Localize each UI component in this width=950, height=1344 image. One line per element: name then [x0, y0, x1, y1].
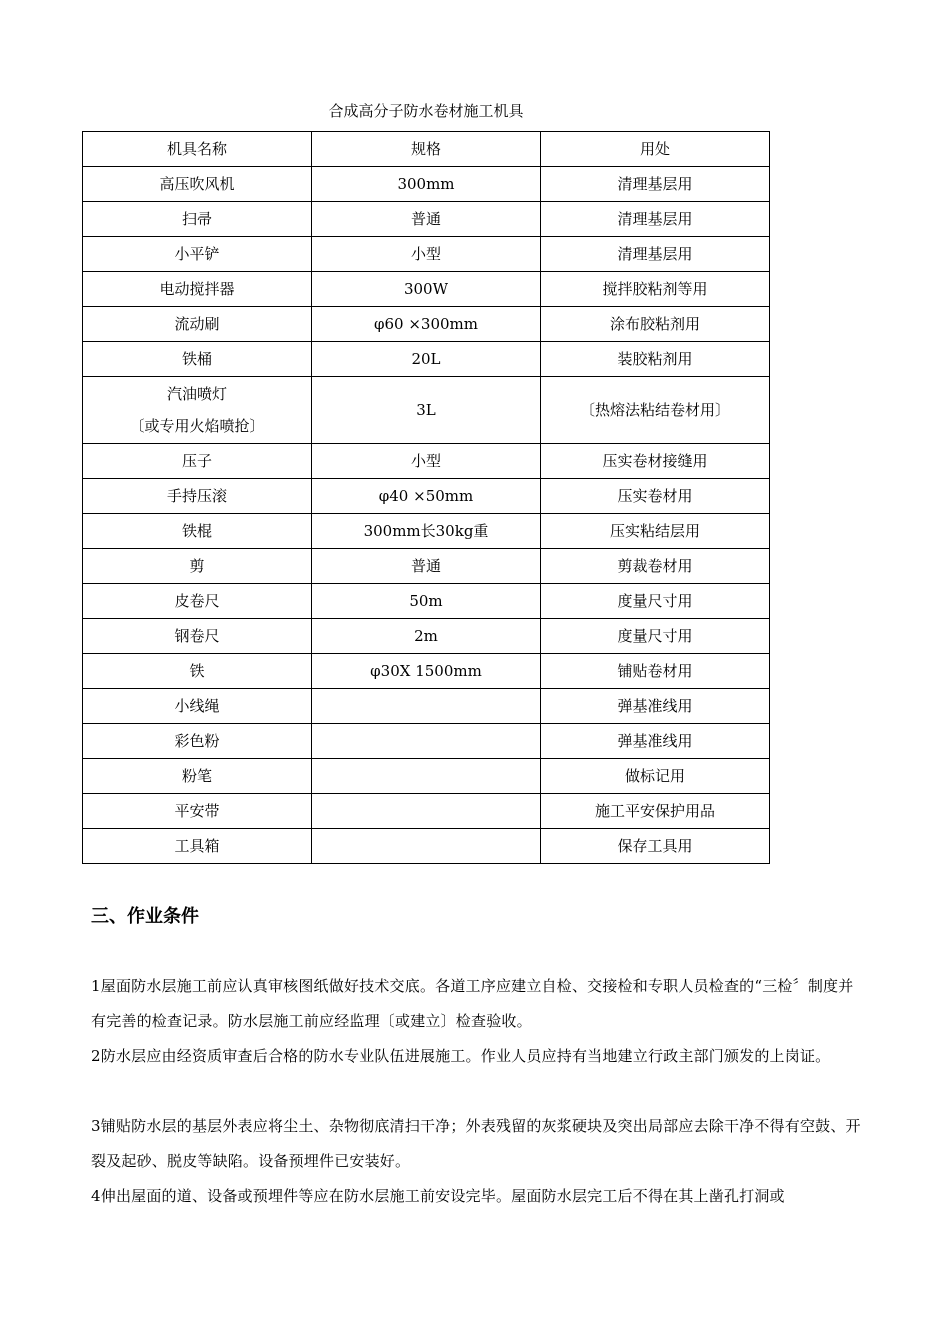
header-cell-spec: 规格 [312, 132, 541, 167]
cell-usage: 压实粘结层用 [541, 514, 770, 549]
cell-usage: 压实卷材接缝用 [541, 444, 770, 479]
cell-spec [312, 724, 541, 759]
table-row [83, 307, 770, 342]
cell-name: 铁棍 [83, 514, 312, 549]
cell-name: 小平铲 [83, 237, 312, 272]
cell-name: 粉笔 [83, 759, 312, 794]
cell-spec: 小型 [312, 237, 541, 272]
table-header-row [83, 132, 770, 167]
cell-spec: 20L [312, 342, 541, 377]
cell-spec: 小型 [312, 444, 541, 479]
cell-name: 铁 [83, 654, 312, 689]
cell-spec [312, 829, 541, 864]
cell-spec: 300W [312, 272, 541, 307]
table-row [83, 342, 770, 377]
cell-usage: 做标记用 [541, 759, 770, 794]
cell-spec: 300mm [312, 167, 541, 202]
cell-usage: 度量尺寸用 [541, 619, 770, 654]
cell-usage: 度量尺寸用 [541, 584, 770, 619]
paragraph-2: 2防水层应由经资质审查后合格的防水专业队伍进展施工。作业人员应持有当地建立行政主部门颁发的上岗证。 [91, 1047, 831, 1065]
cell-usage: 搅拌胶粘剂等用 [541, 272, 770, 307]
cell-usage: 涂布胶粘剂用 [541, 307, 770, 342]
table-row [83, 167, 770, 202]
cell-usage: 铺贴卷材用 [541, 654, 770, 689]
table-row [83, 759, 770, 794]
cell-usage: 〔热熔法粘结卷材用〕 [541, 377, 770, 444]
table-row [83, 619, 770, 654]
tools-table [82, 131, 770, 864]
cell-usage: 弹基准线用 [541, 689, 770, 724]
cell-name: 彩色粉 [83, 724, 312, 759]
table-row [83, 444, 770, 479]
cell-usage: 施工平安保护用品 [541, 794, 770, 829]
cell-name: 工具箱 [83, 829, 312, 864]
table-row [83, 272, 770, 307]
header-cell-usage: 用处 [541, 132, 770, 167]
cell-spec: φ30X 1500mm [312, 654, 541, 689]
cell-spec: 普通 [312, 202, 541, 237]
cell-usage: 装胶粘剂用 [541, 342, 770, 377]
cell-spec [312, 794, 541, 829]
cell-usage: 剪裁卷材用 [541, 549, 770, 584]
cell-name: 铁桶 [83, 342, 312, 377]
cell-usage: 清理基层用 [541, 202, 770, 237]
cell-spec: 普通 [312, 549, 541, 584]
table-row [83, 829, 770, 864]
cell-spec: 2m [312, 619, 541, 654]
cell-usage: 清理基层用 [541, 167, 770, 202]
cell-spec: φ60 ×300mm [312, 307, 541, 342]
cell-name: 剪 [83, 549, 312, 584]
cell-spec: 300mm长30kg重 [312, 514, 541, 549]
cell-name: 高压吹风机 [83, 167, 312, 202]
table-row [83, 237, 770, 272]
cell-usage: 弹基准线用 [541, 724, 770, 759]
cell-name: 手持压滚 [83, 479, 312, 514]
cell-usage: 保存工具用 [541, 829, 770, 864]
cell-name: 平安带 [83, 794, 312, 829]
table-row [83, 549, 770, 584]
cell-name: 小线绳 [83, 689, 312, 724]
table-row [83, 377, 770, 444]
cell-spec: φ40 ×50mm [312, 479, 541, 514]
paragraph-1: 1屋面防水层施工前应认真审核图纸做好技术交底。各道工序应建立自检、交接检和专职人员检查的“三检〞制度并有完善的检查记录。防水层施工前应经监理〔或建立〕检查验收。 [91, 977, 854, 1030]
table-row [83, 202, 770, 237]
table-body [83, 167, 770, 864]
table-row [83, 654, 770, 689]
cell-name: 钢卷尺 [83, 619, 312, 654]
cell-name: 电动搅拌器 [83, 272, 312, 307]
cell-spec [312, 759, 541, 794]
cell-name: 皮卷尺 [83, 584, 312, 619]
table-row [83, 514, 770, 549]
paragraph-3: 3铺贴防水层的基层外表应将尘土、杂物彻底清扫干净；外表残留的灰浆硬块及突出局部应去除干净不得有空鼓、开裂及起砂、脱皮等缺陷。设备预埋件已安装好。 [91, 1117, 861, 1170]
table-row [83, 724, 770, 759]
cell-spec: 3L [312, 377, 541, 444]
table-row [83, 794, 770, 829]
header-cell-name: 机具名称 [83, 132, 312, 167]
cell-name: 压子 [83, 444, 312, 479]
cell-spec [312, 689, 541, 724]
section-heading: 三、作业条件 [91, 906, 199, 927]
cell-usage: 压实卷材用 [541, 479, 770, 514]
table-row [83, 479, 770, 514]
cell-spec: 50m [312, 584, 541, 619]
cell-name: 扫帚 [83, 202, 312, 237]
cell-name: 汽油喷灯 〔或专用火焰喷抢〕 [83, 377, 312, 444]
table-row [83, 689, 770, 724]
cell-usage: 清理基层用 [541, 237, 770, 272]
paragraph-4: 4伸出屋面的道、设备或预埋件等应在防水层施工前安设完毕。屋面防水层完工后不得在其上凿孔打洞或 [91, 1187, 785, 1205]
table-row [83, 584, 770, 619]
cell-name: 流动刷 [83, 307, 312, 342]
table-caption: 合成高分子防水卷材施工机具 [328, 102, 524, 120]
